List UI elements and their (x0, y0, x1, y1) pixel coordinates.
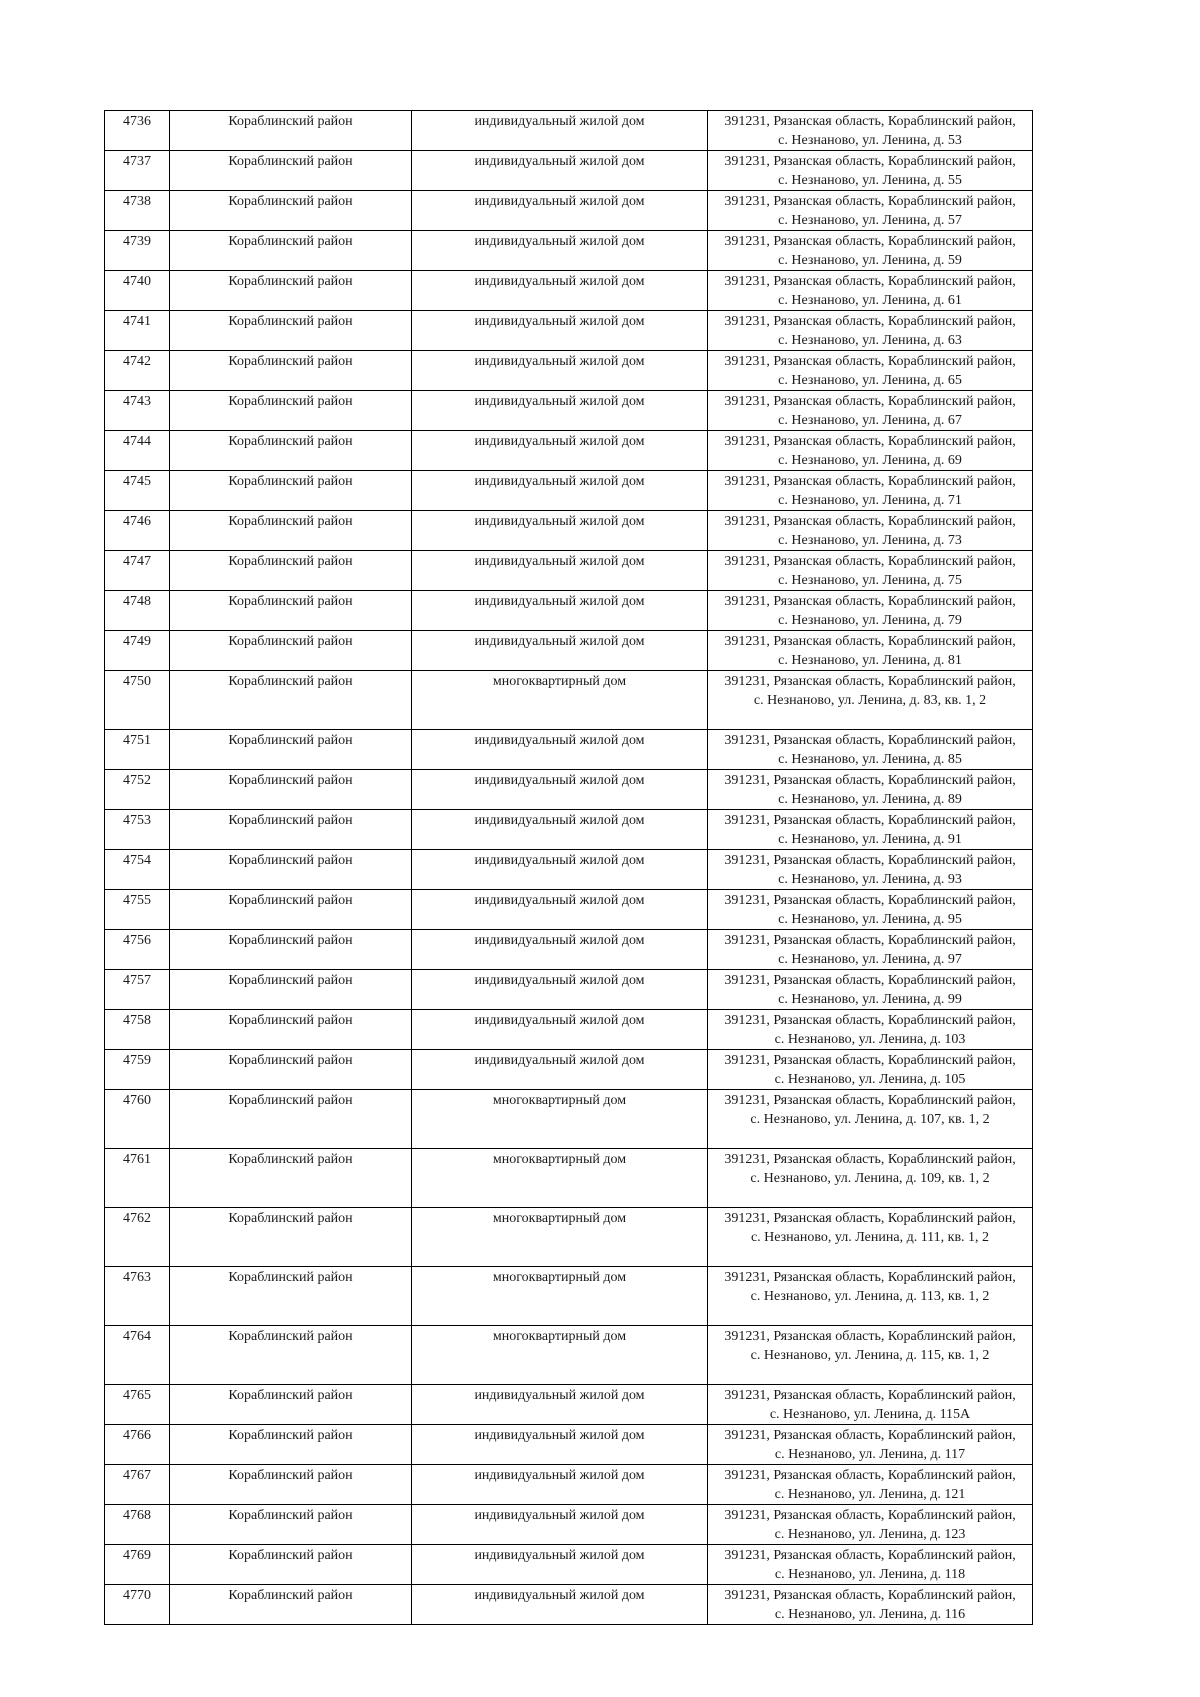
address-line-street: с. Незнаново, ул. Ленина, д. 69 (778, 453, 962, 468)
district-cell: Кораблинский район (170, 1505, 412, 1545)
address-line-street: с. Незнаново, ул. Ленина, д. 67 (778, 413, 962, 428)
object-type-cell: индивидуальный жилой дом (412, 930, 708, 970)
table-row (105, 511, 1033, 551)
table-row (105, 271, 1033, 311)
address-cell (708, 890, 1033, 930)
row-number-cell: 4741 (105, 311, 170, 351)
table-row (105, 111, 1033, 151)
address-line-street: с. Незнаново, ул. Ленина, д. 105 (774, 1072, 966, 1087)
address-line-street: с. Незнаново, ул. Ленина, д. 113, кв. 1, 2 (750, 1289, 990, 1304)
address-line-region: 391231, Рязанская область, Кораблинский район, (724, 234, 1016, 249)
address-line-region: 391231, Рязанская область, Кораблинский район, (724, 1093, 1016, 1108)
table-row (105, 431, 1033, 471)
district-cell: Кораблинский район (170, 231, 412, 271)
address-line-region: 391231, Рязанская область, Кораблинский район, (724, 813, 1016, 828)
object-type-cell: индивидуальный жилой дом (412, 730, 708, 770)
address-line-street: с. Незнаново, ул. Ленина, д. 111, кв. 1, 2 (750, 1230, 990, 1245)
address-cell (708, 1465, 1033, 1505)
address-line-region: 391231, Рязанская область, Кораблинский район, (724, 354, 1016, 369)
object-type-cell: индивидуальный жилой дом (412, 890, 708, 930)
address-line-street: с. Незнаново, ул. Ленина, д. 115, кв. 1, 2 (750, 1348, 990, 1363)
address-line-street: с. Незнаново, ул. Ленина, д. 109, кв. 1, 2 (750, 1171, 990, 1186)
address-cell (708, 631, 1033, 671)
address-line-region: 391231, Рязанская область, Кораблинский район, (724, 1588, 1016, 1603)
district-cell: Кораблинский район (170, 1425, 412, 1465)
address-line-region: 391231, Рязанская область, Кораблинский район, (724, 1548, 1016, 1563)
address-line-region: 391231, Рязанская область, Кораблинский район, (724, 114, 1016, 129)
object-type-cell: индивидуальный жилой дом (412, 1505, 708, 1545)
row-number-cell: 4752 (105, 770, 170, 810)
district-cell: Кораблинский район (170, 1267, 412, 1326)
address-line-street: с. Незнаново, ул. Ленина, д. 85 (778, 752, 962, 767)
district-cell: Кораблинский район (170, 191, 412, 231)
address-cell (708, 1505, 1033, 1545)
address-line-street: с. Незнаново, ул. Ленина, д. 89 (778, 792, 962, 807)
address-cell (708, 1385, 1033, 1425)
district-cell: Кораблинский район (170, 1090, 412, 1149)
table-row (105, 1149, 1033, 1208)
object-type-cell: индивидуальный жилой дом (412, 1010, 708, 1050)
address-cell (708, 471, 1033, 511)
object-type-cell: индивидуальный жилой дом (412, 970, 708, 1010)
address-line-region: 391231, Рязанская область, Кораблинский район, (724, 733, 1016, 748)
address-line-street: с. Незнаново, ул. Ленина, д. 65 (778, 373, 962, 388)
address-line-region: 391231, Рязанская область, Кораблинский район, (724, 1053, 1016, 1068)
row-number-cell: 4768 (105, 1505, 170, 1545)
address-cell (708, 1010, 1033, 1050)
address-line-street: с. Незнаново, ул. Ленина, д. 59 (778, 253, 962, 268)
object-type-cell: индивидуальный жилой дом (412, 311, 708, 351)
address-line-street: с. Незнаново, ул. Ленина, д. 121 (774, 1487, 966, 1502)
row-number-cell: 4736 (105, 111, 170, 151)
address-line-street: с. Незнаново, ул. Ленина, д. 93 (778, 872, 962, 887)
address-line-region: 391231, Рязанская область, Кораблинский район, (724, 853, 1016, 868)
address-line-region: 391231, Рязанская область, Кораблинский район, (724, 1468, 1016, 1483)
row-number-cell: 4759 (105, 1050, 170, 1090)
address-cell (708, 111, 1033, 151)
address-cell (708, 1208, 1033, 1267)
table-row (105, 970, 1033, 1010)
address-line-region: 391231, Рязанская область, Кораблинский район, (724, 1270, 1016, 1285)
object-type-cell: индивидуальный жилой дом (412, 471, 708, 511)
address-line-street: с. Незнаново, ул. Ленина, д. 63 (778, 333, 962, 348)
object-type-cell: индивидуальный жилой дом (412, 810, 708, 850)
district-cell: Кораблинский район (170, 930, 412, 970)
address-cell (708, 770, 1033, 810)
table-row (105, 770, 1033, 810)
row-number-cell: 4766 (105, 1425, 170, 1465)
row-number-cell: 4754 (105, 850, 170, 890)
address-cell (708, 511, 1033, 551)
address-line-street: с. Незнаново, ул. Ленина, д. 123 (774, 1527, 966, 1542)
row-number-cell: 4762 (105, 1208, 170, 1267)
address-cell (708, 311, 1033, 351)
row-number-cell: 4758 (105, 1010, 170, 1050)
address-line-street: с. Незнаново, ул. Ленина, д. 117 (774, 1447, 966, 1462)
object-type-cell: индивидуальный жилой дом (412, 1425, 708, 1465)
address-line-street: с. Незнаново, ул. Ленина, д. 83, кв. 1, 2 (753, 693, 987, 708)
address-line-region: 391231, Рязанская область, Кораблинский район, (724, 973, 1016, 988)
row-number-cell: 4753 (105, 810, 170, 850)
address-cell (708, 1545, 1033, 1585)
table-row (105, 351, 1033, 391)
district-cell: Кораблинский район (170, 511, 412, 551)
table-row (105, 1545, 1033, 1585)
district-cell: Кораблинский район (170, 431, 412, 471)
row-number-cell: 4749 (105, 631, 170, 671)
object-type-cell: индивидуальный жилой дом (412, 631, 708, 671)
object-type-cell: индивидуальный жилой дом (412, 551, 708, 591)
address-line-region: 391231, Рязанская область, Кораблинский район, (724, 773, 1016, 788)
address-line-region: 391231, Рязанская область, Кораблинский район, (724, 1152, 1016, 1167)
address-line-street: с. Незнаново, ул. Ленина, д. 55 (778, 173, 962, 188)
object-type-cell: многоквартирный дом (412, 1208, 708, 1267)
object-type-cell: индивидуальный жилой дом (412, 1465, 708, 1505)
object-type-cell: индивидуальный жилой дом (412, 351, 708, 391)
table-row (105, 191, 1033, 231)
district-cell: Кораблинский район (170, 151, 412, 191)
table-row (105, 1050, 1033, 1090)
district-cell: Кораблинский район (170, 730, 412, 770)
object-type-cell: индивидуальный жилой дом (412, 1385, 708, 1425)
district-cell: Кораблинский район (170, 770, 412, 810)
address-line-street: с. Незнаново, ул. Ленина, д. 118 (774, 1567, 966, 1582)
object-type-cell: индивидуальный жилой дом (412, 511, 708, 551)
address-line-region: 391231, Рязанская область, Кораблинский район, (724, 1013, 1016, 1028)
table-row (105, 391, 1033, 431)
district-cell: Кораблинский район (170, 1545, 412, 1585)
table-row (105, 930, 1033, 970)
address-cell (708, 671, 1033, 730)
address-line-street: с. Незнаново, ул. Ленина, д. 71 (778, 493, 962, 508)
district-cell: Кораблинский район (170, 1326, 412, 1385)
address-cell (708, 151, 1033, 191)
district-cell: Кораблинский район (170, 311, 412, 351)
row-number-cell: 4738 (105, 191, 170, 231)
district-cell: Кораблинский район (170, 1465, 412, 1505)
registry-table-body (105, 111, 1033, 1625)
address-cell (708, 730, 1033, 770)
object-type-cell: индивидуальный жилой дом (412, 191, 708, 231)
row-number-cell: 4767 (105, 1465, 170, 1505)
address-line-street: с. Незнаново, ул. Ленина, д. 81 (778, 653, 962, 668)
address-cell (708, 970, 1033, 1010)
row-number-cell: 4739 (105, 231, 170, 271)
address-cell (708, 591, 1033, 631)
address-line-region: 391231, Рязанская область, Кораблинский район, (724, 893, 1016, 908)
district-cell: Кораблинский район (170, 1149, 412, 1208)
table-row (105, 311, 1033, 351)
address-line-street: с. Незнаново, ул. Ленина, д. 91 (778, 832, 962, 847)
address-line-region: 391231, Рязанская область, Кораблинский район, (724, 394, 1016, 409)
address-cell (708, 1090, 1033, 1149)
table-row (105, 1090, 1033, 1149)
row-number-cell: 4757 (105, 970, 170, 1010)
address-line-region: 391231, Рязанская область, Кораблинский район, (724, 1388, 1016, 1403)
address-line-street: с. Незнаново, ул. Ленина, д. 75 (778, 573, 962, 588)
district-cell: Кораблинский район (170, 1385, 412, 1425)
row-number-cell: 4744 (105, 431, 170, 471)
address-line-street: с. Незнаново, ул. Ленина, д. 53 (778, 133, 962, 148)
address-cell (708, 1050, 1033, 1090)
table-row (105, 471, 1033, 511)
table-row (105, 151, 1033, 191)
district-cell: Кораблинский район (170, 810, 412, 850)
row-number-cell: 4761 (105, 1149, 170, 1208)
address-line-region: 391231, Рязанская область, Кораблинский район, (724, 314, 1016, 329)
address-line-region: 391231, Рязанская область, Кораблинский район, (724, 154, 1016, 169)
row-number-cell: 4740 (105, 271, 170, 311)
row-number-cell: 4763 (105, 1267, 170, 1326)
address-cell (708, 1326, 1033, 1385)
row-number-cell: 4742 (105, 351, 170, 391)
district-cell: Кораблинский район (170, 1050, 412, 1090)
table-row (105, 231, 1033, 271)
address-line-street: с. Незнаново, ул. Ленина, д. 79 (778, 613, 962, 628)
row-number-cell: 4747 (105, 551, 170, 591)
object-type-cell: многоквартирный дом (412, 671, 708, 730)
object-type-cell: индивидуальный жилой дом (412, 271, 708, 311)
district-cell: Кораблинский район (170, 551, 412, 591)
district-cell: Кораблинский район (170, 850, 412, 890)
row-number-cell: 4764 (105, 1326, 170, 1385)
row-number-cell: 4755 (105, 890, 170, 930)
table-row (105, 1208, 1033, 1267)
address-cell (708, 810, 1033, 850)
address-line-region: 391231, Рязанская область, Кораблинский район, (724, 1508, 1016, 1523)
district-cell: Кораблинский район (170, 111, 412, 151)
address-line-street: с. Незнаново, ул. Ленина, д. 97 (778, 952, 962, 967)
district-cell: Кораблинский район (170, 1010, 412, 1050)
table-row (105, 810, 1033, 850)
registry-table (104, 110, 1033, 1625)
row-number-cell: 4745 (105, 471, 170, 511)
table-row (105, 671, 1033, 730)
table-row (105, 1326, 1033, 1385)
address-line-region: 391231, Рязанская область, Кораблинский район, (724, 634, 1016, 649)
address-line-street: с. Незнаново, ул. Ленина, д. 99 (778, 992, 962, 1007)
table-row (105, 850, 1033, 890)
address-cell (708, 930, 1033, 970)
object-type-cell: индивидуальный жилой дом (412, 850, 708, 890)
table-row (105, 1267, 1033, 1326)
object-type-cell: многоквартирный дом (412, 1090, 708, 1149)
object-type-cell: индивидуальный жилой дом (412, 770, 708, 810)
object-type-cell: многоквартирный дом (412, 1326, 708, 1385)
row-number-cell: 4743 (105, 391, 170, 431)
district-cell: Кораблинский район (170, 970, 412, 1010)
row-number-cell: 4756 (105, 930, 170, 970)
address-line-street: с. Незнаново, ул. Ленина, д. 95 (778, 912, 962, 927)
row-number-cell: 4737 (105, 151, 170, 191)
object-type-cell: индивидуальный жилой дом (412, 431, 708, 471)
table-row (105, 1010, 1033, 1050)
row-number-cell: 4750 (105, 671, 170, 730)
row-number-cell: 4765 (105, 1385, 170, 1425)
address-line-region: 391231, Рязанская область, Кораблинский район, (724, 434, 1016, 449)
table-row (105, 631, 1033, 671)
address-line-street: с. Незнаново, ул. Ленина, д. 57 (778, 213, 962, 228)
address-cell (708, 391, 1033, 431)
address-cell (708, 231, 1033, 271)
table-row (105, 1425, 1033, 1465)
district-cell: Кораблинский район (170, 391, 412, 431)
object-type-cell: индивидуальный жилой дом (412, 1545, 708, 1585)
district-cell: Кораблинский район (170, 591, 412, 631)
row-number-cell: 4746 (105, 511, 170, 551)
row-number-cell: 4751 (105, 730, 170, 770)
district-cell: Кораблинский район (170, 671, 412, 730)
district-cell: Кораблинский район (170, 631, 412, 671)
object-type-cell: индивидуальный жилой дом (412, 391, 708, 431)
object-type-cell: индивидуальный жилой дом (412, 231, 708, 271)
address-cell (708, 551, 1033, 591)
address-cell (708, 1425, 1033, 1465)
address-cell (708, 351, 1033, 391)
district-cell: Кораблинский район (170, 1585, 412, 1625)
object-type-cell: индивидуальный жилой дом (412, 1585, 708, 1625)
district-cell: Кораблинский район (170, 471, 412, 511)
table-row (105, 890, 1033, 930)
district-cell: Кораблинский район (170, 351, 412, 391)
address-line-street: с. Незнаново, ул. Ленина, д. 61 (778, 293, 962, 308)
address-line-region: 391231, Рязанская область, Кораблинский район, (724, 514, 1016, 529)
row-number-cell: 4760 (105, 1090, 170, 1149)
address-cell (708, 1585, 1033, 1625)
address-line-region: 391231, Рязанская область, Кораблинский район, (724, 594, 1016, 609)
address-line-region: 391231, Рязанская область, Кораблинский район, (724, 1211, 1016, 1226)
address-line-street: с. Незнаново, ул. Ленина, д. 116 (774, 1607, 966, 1622)
address-line-street: с. Незнаново, ул. Ленина, д. 73 (778, 533, 962, 548)
address-cell (708, 1267, 1033, 1326)
district-cell: Кораблинский район (170, 1208, 412, 1267)
address-cell (708, 191, 1033, 231)
address-line-region: 391231, Рязанская область, Кораблинский район, (724, 474, 1016, 489)
address-cell (708, 1149, 1033, 1208)
table-row (105, 551, 1033, 591)
address-line-street: с. Незнаново, ул. Ленина, д. 103 (774, 1032, 966, 1047)
district-cell: Кораблинский район (170, 271, 412, 311)
address-line-region: 391231, Рязанская область, Кораблинский район, (724, 554, 1016, 569)
row-number-cell: 4769 (105, 1545, 170, 1585)
address-cell (708, 850, 1033, 890)
address-line-region: 391231, Рязанская область, Кораблинский район, (724, 674, 1016, 689)
object-type-cell: многоквартирный дом (412, 1267, 708, 1326)
object-type-cell: индивидуальный жилой дом (412, 1050, 708, 1090)
object-type-cell: индивидуальный жилой дом (412, 591, 708, 631)
table-row (105, 591, 1033, 631)
address-line-street: с. Незнаново, ул. Ленина, д. 115А (769, 1407, 971, 1422)
address-line-region: 391231, Рязанская область, Кораблинский район, (724, 194, 1016, 209)
object-type-cell: индивидуальный жилой дом (412, 151, 708, 191)
district-cell: Кораблинский район (170, 890, 412, 930)
address-line-region: 391231, Рязанская область, Кораблинский район, (724, 1428, 1016, 1443)
address-line-region: 391231, Рязанская область, Кораблинский район, (724, 274, 1016, 289)
row-number-cell: 4748 (105, 591, 170, 631)
table-row (105, 1505, 1033, 1545)
object-type-cell: индивидуальный жилой дом (412, 111, 708, 151)
table-row (105, 1465, 1033, 1505)
table-row (105, 1385, 1033, 1425)
address-line-street: с. Незнаново, ул. Ленина, д. 107, кв. 1, 2 (750, 1112, 990, 1127)
address-cell (708, 431, 1033, 471)
address-cell (708, 271, 1033, 311)
table-row (105, 730, 1033, 770)
address-line-region: 391231, Рязанская область, Кораблинский район, (724, 933, 1016, 948)
object-type-cell: многоквартирный дом (412, 1149, 708, 1208)
address-line-region: 391231, Рязанская область, Кораблинский район, (724, 1329, 1016, 1344)
row-number-cell: 4770 (105, 1585, 170, 1625)
table-row (105, 1585, 1033, 1625)
